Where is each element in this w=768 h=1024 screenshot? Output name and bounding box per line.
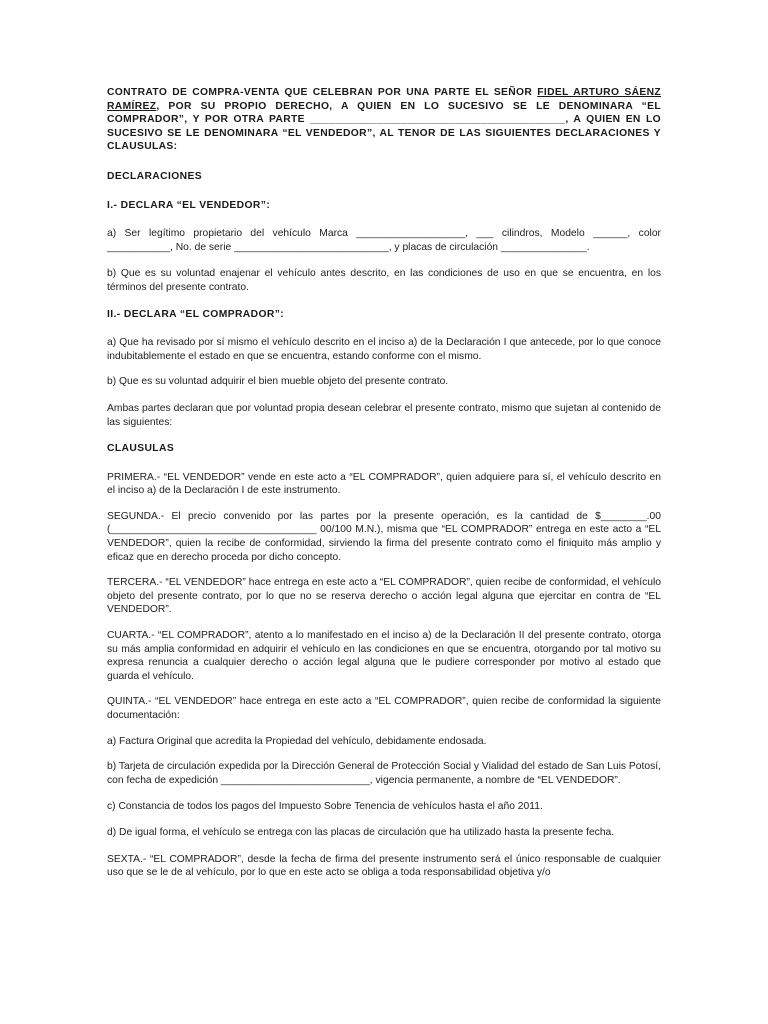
- clausula-tercera: TERCERA.- “EL VENDEDOR” hace entrega en este acto a “EL COMPRADOR”, quien recibe de conformidad, el vehículo objeto del presente contrato, por lo que no se reserva derecho o acción legal alguna que ejercitar en contra de “EL VENDEDOR”.: [107, 577, 661, 616]
- declara-comprador-heading: II.- DECLARA “EL COMPRADOR”:: [107, 308, 285, 320]
- clausula-primera: PRIMERA.- “EL VENDEDOR” vende en este acto a “EL COMPRADOR”, quien adquiere para sí, el vehículo descrito en el inciso a) de la Declaración I de este instrumento.: [107, 471, 661, 497]
- document-page: [107, 86, 661, 892]
- clausula-quinta-d: d) De igual forma, el vehículo se entrega con las placas de circulación que ha utilizado hasta la presente fecha.: [107, 826, 615, 838]
- clausula-quinta-a: a) Factura Original que acredita la Propiedad del vehículo, debidamente endosada.: [107, 735, 487, 747]
- clausula-sexta: SEXTA.- “EL COMPRADOR”, desde la fecha de firma del presente instrumento será el único responsable de cualquier uso que se le de al vehículo, por lo que en este acto se obliga a toda responsabilidad objetiva y/o: [107, 853, 661, 879]
- clausulas-heading: CLAUSULAS: [107, 443, 175, 455]
- title-part-2: , POR SU PROPIO DERECHO, A QUIEN EN LO SUCESIVO SE LE DENOMINARA “EL COMPRADOR”, Y POR OTRA PARTE: [107, 100, 661, 126]
- declara-vendedor-heading: I.- DECLARA “EL VENDEDOR”:: [107, 199, 271, 211]
- title-part-1: CONTRATO DE COMPRA-VENTA QUE CELEBRAN POR UNA PARTE EL SEÑOR: [107, 87, 538, 98]
- clausula-quinta-c: c) Constancia de todos los pagos del Impuesto Sobre Tenencia de vehículos hasta el año 2011.: [107, 801, 543, 813]
- declara-comprador-a: a) Que ha revisado por sí mismo el vehículo descrito en el inciso a) de la Declaración I que antecede, por lo que conoce indubitablemente el estado en que se encuentra, estando conforme con el mismo.: [107, 337, 661, 362]
- declara-vendedor-a: a) Ser legítimo propietario del vehículo Marca ___________________, ___ cilindros, Modelo ______, color ___________, No. de serie ___________________________, y placas de circulación _______________.: [107, 228, 661, 253]
- clausula-quinta-b: b) Tarjeta de circulación expedida por la Dirección General de Protección Social y Vialidad del estado de San Luis Potosí, con fecha de expedición __________________________, vigencia permanente, a nombre de “EL VENDEDOR”.: [107, 761, 661, 786]
- clausula-cuarta: CUARTA.- “EL COMPRADOR”, atento a lo manifestado en el inciso a) de la Declaración II del presente contrato, otorga su más amplia conformidad en adquirir el vehículo en las condiciones en que se encuentra, otorgando por tal motivo su expresa renuncia a cualquier derecho o acción legal alguna que le pudiere corresponder por motivo al estado que guarda el vehículo.: [107, 630, 661, 682]
- buyer-name: FIDEL ARTURO SÁENZ RAMÍREZ: [107, 87, 662, 112]
- title-part-3: , A QUIEN EN LO SUCESIVO SE LE DENOMINARA “EL VENDEDOR”, AL TENOR DE LAS SIGUIENTES DECLARACIONES Y CLAUSULAS:: [107, 114, 661, 153]
- declaraciones-heading: DECLARACIONES: [107, 170, 203, 182]
- declara-comprador-b: b) Que es su voluntad adquirir el bien mueble objeto del presente contrato.: [107, 376, 449, 388]
- declara-vendedor-b: b) Que es su voluntad enajenar el vehículo antes descrito, en las condiciones de uso en que se encuentra, en los términos del presente contrato.: [107, 268, 661, 293]
- ambas-partes-paragraph: Ambas partes declaran que por voluntad propia desean celebrar el presente contrato, mismo que sujetan al contenido de las siguientes:: [107, 402, 661, 428]
- clausula-segunda: SEGUNDA.- El precio convenido por las partes por la presente operación, es la cantidad de $________.00 (____________________________________ 00/100 M.N.), misma que “EL COMPRADOR” entrega en este acto a “EL VENDEDOR”, quien la recibe de conformidad, sirviendo la firma del presente contrato como el finiquito más amplio y eficaz que en derecho proceda por dicho concepto.: [107, 510, 661, 563]
- clausula-quinta: QUINTA.- “EL VENDEDOR” hace entrega en este acto a “EL COMPRADOR”, quien recibe de conformidad la siguiente documentación:: [107, 696, 661, 721]
- seller-name-blank: __________________________________________: [310, 114, 566, 126]
- contract-title: [107, 86, 661, 154]
